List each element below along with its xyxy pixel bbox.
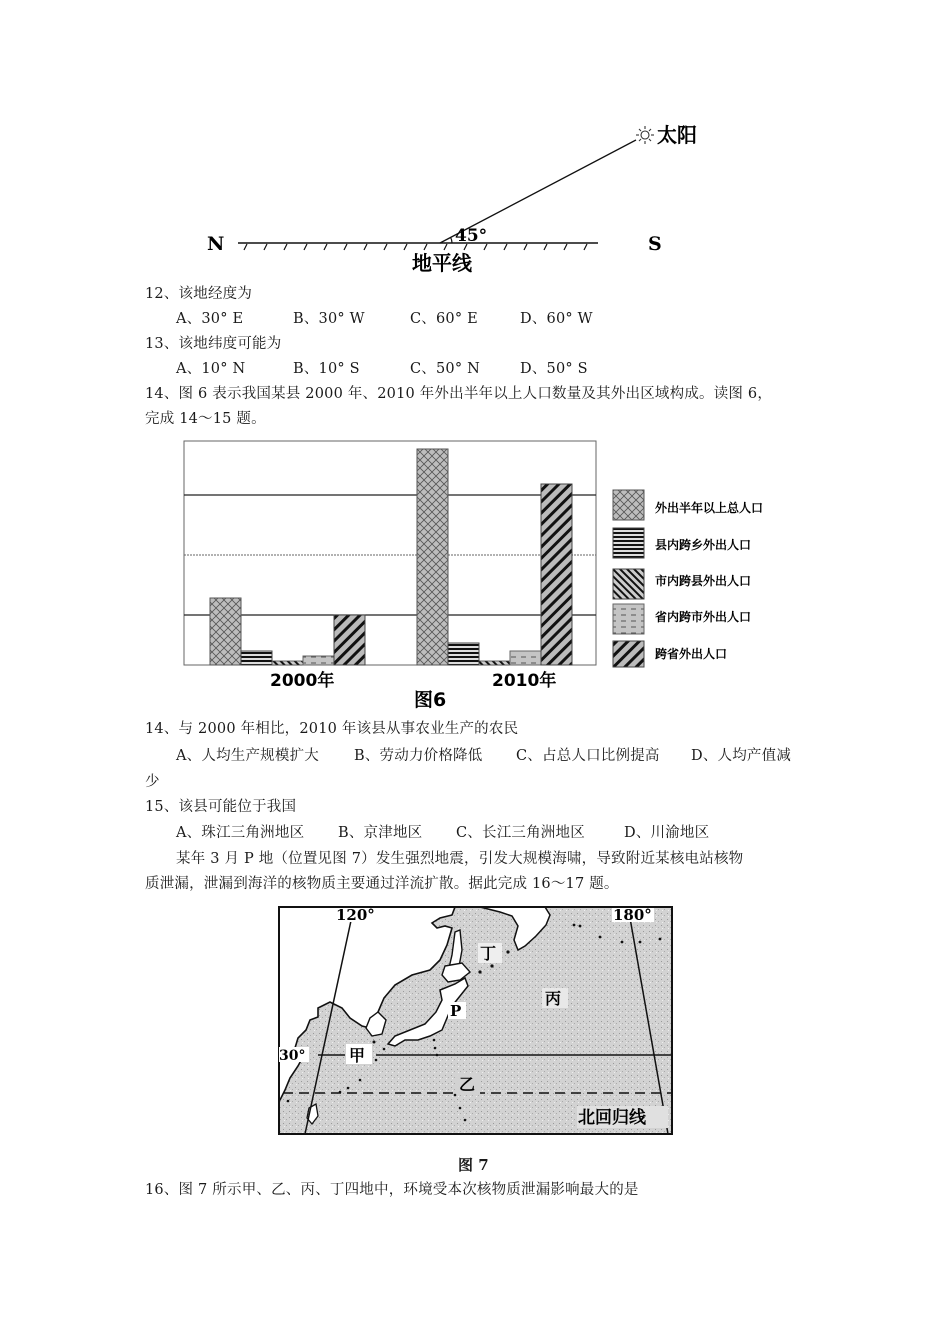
bar-2010-intra-city — [479, 661, 510, 665]
legend-label-intra-province: 省内跨市外出人口 — [655, 610, 752, 624]
q13-option-a[interactable]: A、10° N — [176, 361, 246, 377]
label-bing: 丙 — [545, 989, 562, 1008]
q13-stem: 13、该地纬度可能为 — [145, 336, 282, 352]
figure6-bar-chart — [180, 436, 810, 716]
sun-label: 太阳 — [657, 123, 697, 147]
angle-label: 45° — [455, 226, 488, 246]
bar-2000-intra-city — [272, 661, 303, 665]
q13-option-d[interactable]: D、50° S — [520, 361, 588, 377]
q16-intro-line2: 质泄漏，泄漏到海洋的核物质主要通过洋流扩散。据此完成 16～17 题。 — [145, 876, 619, 892]
chart-title: 图6 — [414, 689, 447, 711]
bar-2000-intra-county — [241, 651, 272, 665]
horizon-hatch — [244, 244, 587, 250]
q14-option-d[interactable]: D、人均产值减 — [691, 748, 792, 764]
q14-options — [176, 746, 791, 766]
q15-option-b[interactable]: B、京津地区 — [338, 825, 423, 841]
bar-2010-intra-county — [448, 643, 479, 665]
q14-stem: 14、与 2000 年相比，2010 年该县从事农业生产的农民 — [145, 721, 519, 737]
q12-option-c[interactable]: C、60° E — [410, 311, 478, 327]
q14-option-b[interactable]: B、劳动力价格降低 — [354, 748, 483, 764]
legend-swatch-intra-city — [613, 569, 644, 599]
category-label-2000: 2000年 — [270, 671, 335, 691]
q13-options — [176, 359, 588, 379]
bar-2010-total — [417, 449, 448, 665]
q12-option-d[interactable]: D、60° W — [520, 311, 593, 327]
q12-stem: 12、该地经度为 — [145, 286, 253, 302]
legend-swatch-inter-province — [613, 641, 644, 667]
q15-options — [176, 823, 709, 843]
q16-stem: 16、图 7 所示甲、乙、丙、丁四地中，环境受本次核物质泄漏影响最大的是 — [145, 1182, 639, 1198]
label-yi: 乙 — [459, 1075, 476, 1094]
figure7-caption: 图 7 — [458, 1156, 489, 1174]
bar-2000-intra-province — [303, 656, 334, 665]
plot-frame — [184, 441, 596, 665]
label-120-degrees: 120° — [336, 906, 375, 924]
south-label: S — [648, 233, 662, 255]
q15-option-c[interactable]: C、长江三角洲地区 — [456, 825, 585, 841]
q12-options — [176, 309, 593, 329]
figure7-map — [276, 904, 676, 1138]
q14-intro-line2: 完成 14～15 题。 — [145, 411, 266, 427]
bar-2010-inter-province — [541, 484, 572, 665]
legend-label-intra-city: 市内跨县外出人口 — [655, 574, 752, 588]
q14-intro-line1: 14、图 6 表示我国某县 2000 年、2010 年外出半年以上人口数量及其外出区域构成。读图 6， — [145, 386, 773, 402]
bar-2000-total — [210, 598, 241, 665]
horizon-label: 地平线 — [412, 251, 472, 275]
label-jia: 甲 — [349, 1046, 366, 1065]
q14-option-d-wrap: 少 — [145, 774, 160, 790]
bar-2010-intra-province — [510, 651, 541, 665]
chart-legend — [613, 490, 763, 667]
q12-option-b[interactable]: B、30° W — [293, 311, 365, 327]
q15-option-d[interactable]: D、川渝地区 — [624, 825, 710, 841]
label-p-epicenter: P — [450, 1002, 462, 1020]
legend-label-intra-county: 县内跨乡外出人口 — [655, 538, 752, 552]
legend-swatch-total — [613, 490, 644, 520]
q15-stem: 15、该县可能位于我国 — [145, 799, 297, 815]
q12-option-a[interactable]: A、30° E — [176, 311, 244, 327]
label-tropic-of-cancer: 北回归线 — [578, 1108, 646, 1128]
legend-label-total: 外出半年以上总人口 — [655, 501, 764, 515]
q13-option-b[interactable]: B、10° S — [293, 361, 360, 377]
label-30-degrees: 30° — [279, 1048, 306, 1064]
label-180-degrees: 180° — [613, 906, 652, 924]
sun-altitude-diagram — [190, 110, 770, 280]
north-label: N — [207, 233, 225, 255]
legend-swatch-intra-province — [613, 604, 644, 634]
q13-option-c[interactable]: C、50° N — [410, 361, 480, 377]
q14-option-c[interactable]: C、占总人口比例提高 — [516, 748, 660, 764]
q15-option-a[interactable]: A、珠江三角洲地区 — [176, 825, 305, 841]
category-label-2010: 2010年 — [492, 671, 557, 691]
sun-icon — [636, 126, 654, 144]
q16-intro-line1: 某年 3 月 P 地（位置见图 7）发生强烈地震，引发大规模海啸，导致附近某核电站核物 — [176, 851, 744, 867]
legend-label-inter-province: 跨省外出人口 — [655, 647, 728, 661]
angle-arc — [451, 237, 452, 243]
q14-option-a[interactable]: A、人均生产规模扩大 — [176, 748, 319, 764]
label-ding: 丁 — [480, 944, 497, 963]
bar-2000-inter-province — [334, 615, 365, 665]
legend-swatch-intra-county — [613, 528, 644, 558]
